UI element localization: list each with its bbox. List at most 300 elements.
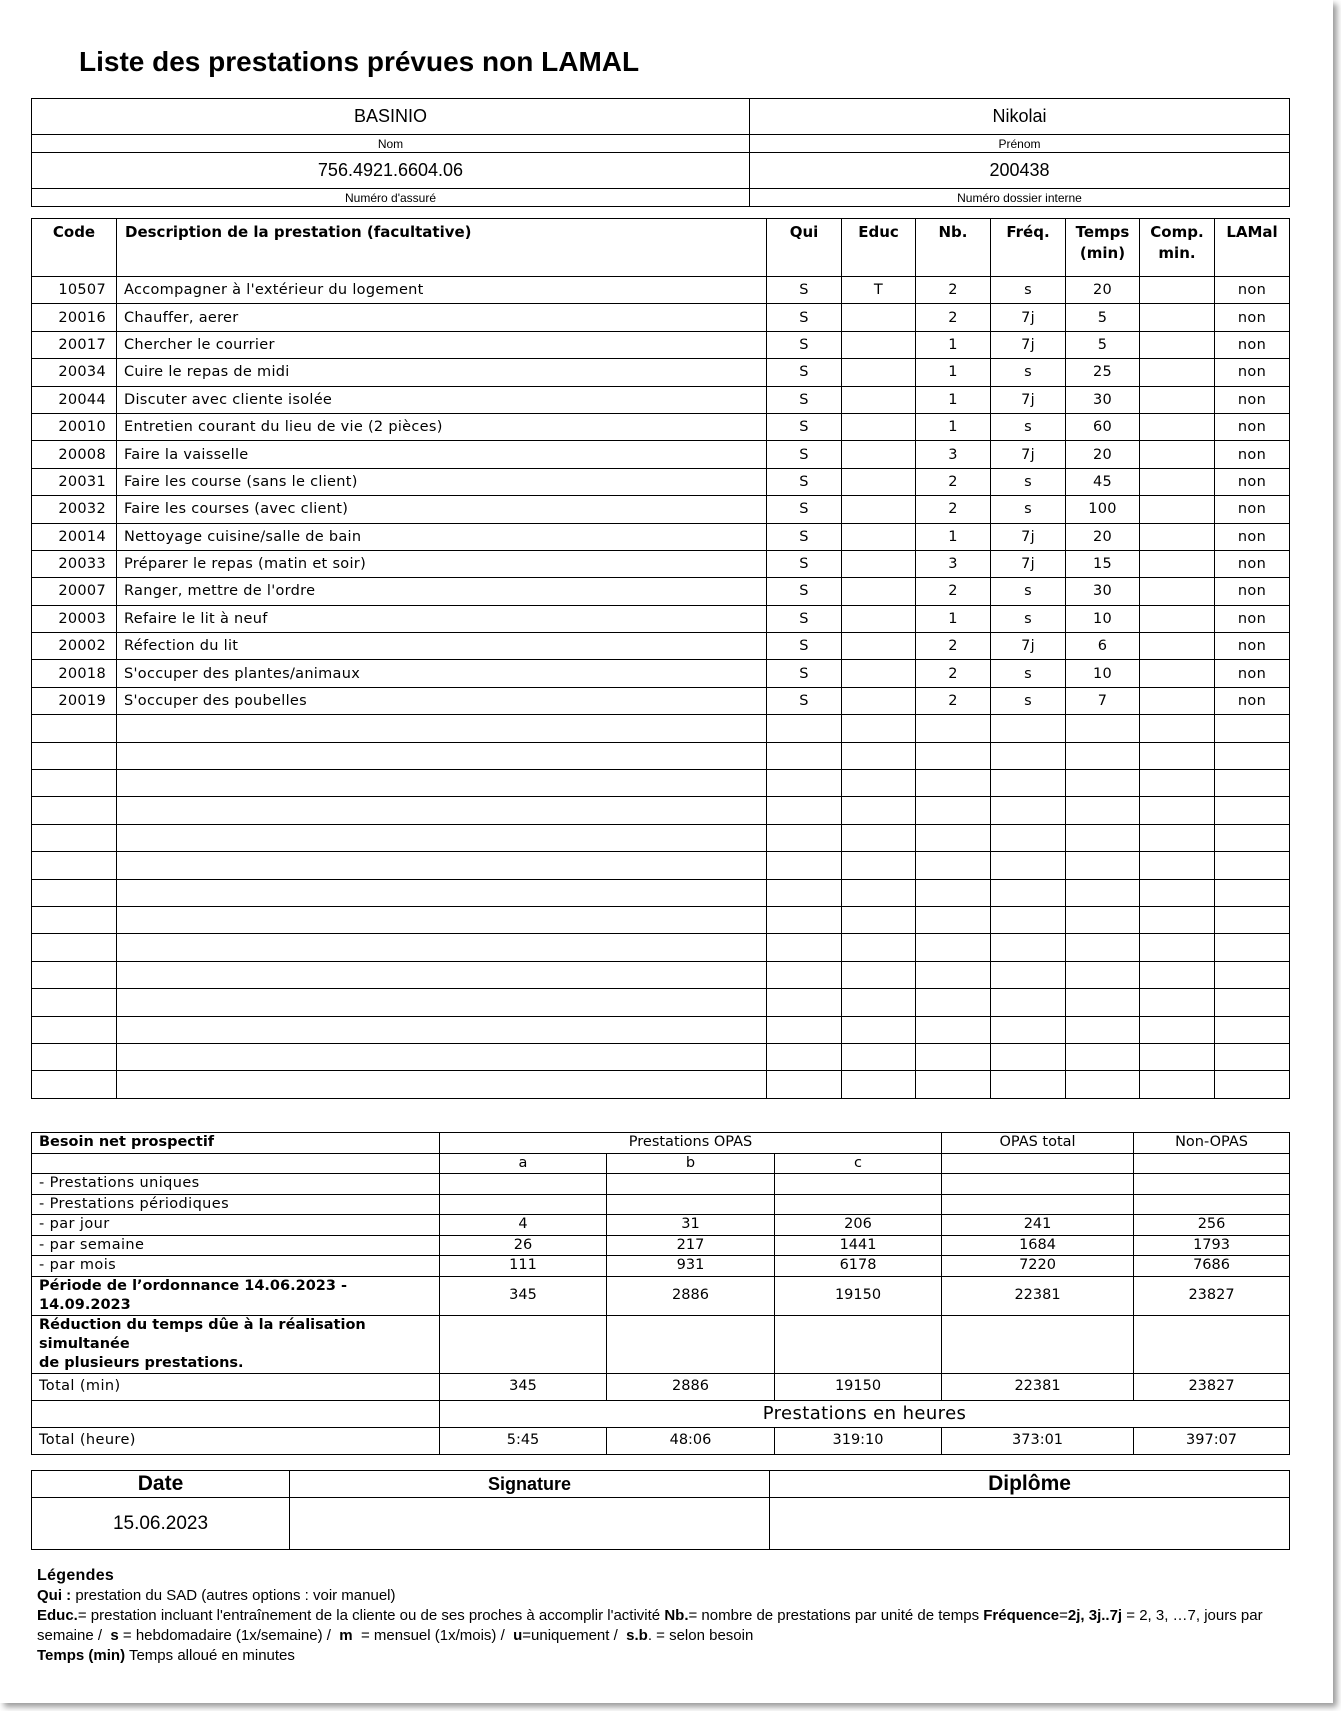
non-opas-label: Non-OPAS xyxy=(1134,1133,1290,1154)
header-comp-line2: min. xyxy=(1158,244,1196,262)
signature-field[interactable] xyxy=(290,1498,770,1550)
cell-freq: 7j xyxy=(991,523,1066,550)
cell-comp xyxy=(1140,879,1215,906)
cell-code xyxy=(32,906,117,933)
reduction-label xyxy=(32,1315,440,1373)
cell-comp xyxy=(1140,687,1215,714)
table-row xyxy=(32,550,1290,577)
empty-table-row xyxy=(32,1043,1290,1070)
cell-freq xyxy=(991,1071,1066,1098)
cell-comp xyxy=(1140,441,1215,468)
cell-comp xyxy=(1140,660,1215,687)
legend-qui-key: Qui : xyxy=(37,1587,72,1604)
cell-nb: 1 xyxy=(916,523,991,550)
cell-qui xyxy=(767,1071,842,1098)
cell-qui: S xyxy=(767,496,842,523)
cell-temps xyxy=(1066,934,1140,961)
cell-code: 20017 xyxy=(32,331,117,358)
header-lamal: LAMal xyxy=(1215,219,1290,277)
table-row xyxy=(32,359,1290,386)
cell-qui xyxy=(767,906,842,933)
cell-educ xyxy=(842,879,916,906)
total-heure-opas-total: 373:01 xyxy=(942,1427,1134,1454)
prestations-heures-label: Prestations en heures xyxy=(440,1400,1290,1427)
legend-temps xyxy=(37,1646,1297,1666)
cell-qui: S xyxy=(767,413,842,440)
cell-comp xyxy=(1140,1071,1215,1098)
cell-educ xyxy=(842,852,916,879)
cell-code: 20018 xyxy=(32,660,117,687)
cell-comp xyxy=(1140,715,1215,742)
cell-nb xyxy=(916,852,991,879)
cell-temps: 45 xyxy=(1066,468,1140,495)
summary-value-non-opas: 23827 xyxy=(1134,1276,1290,1315)
cell-temps: 7 xyxy=(1066,687,1140,714)
cell-nb xyxy=(916,879,991,906)
summary-value-b: 2886 xyxy=(607,1276,775,1315)
cell-qui xyxy=(767,1043,842,1070)
cell-temps: 30 xyxy=(1066,386,1140,413)
cell-code xyxy=(32,1071,117,1098)
empty-cell xyxy=(1134,1153,1290,1174)
cell-temps xyxy=(1066,1016,1140,1043)
cell-lamal: non xyxy=(1215,578,1290,605)
legend-u-text: =uniquement / xyxy=(522,1627,618,1644)
cell-lamal: non xyxy=(1215,633,1290,660)
cell-comp xyxy=(1140,906,1215,933)
table-row xyxy=(32,523,1290,550)
signature-table xyxy=(31,1470,1290,1550)
cell-freq: 7j xyxy=(991,633,1066,660)
cell-comp xyxy=(1140,523,1215,550)
cell-nb: 2 xyxy=(916,304,991,331)
cell-educ xyxy=(842,1071,916,1098)
summary-value-non-opas xyxy=(1134,1194,1290,1215)
cell-lamal xyxy=(1215,989,1290,1016)
cell-freq xyxy=(991,852,1066,879)
cell-description: Préparer le repas (matin et soir) xyxy=(117,550,767,577)
cell-freq xyxy=(991,989,1066,1016)
cell-qui: S xyxy=(767,331,842,358)
cell-freq xyxy=(991,770,1066,797)
summary-value-a: 345 xyxy=(440,1276,607,1315)
legend-educ-key: Educ. xyxy=(37,1607,78,1624)
cell-nb xyxy=(916,742,991,769)
cell-code: 20019 xyxy=(32,687,117,714)
cell-educ xyxy=(842,660,916,687)
cell-qui xyxy=(767,934,842,961)
cell-description: Accompagner à l'extérieur du logement xyxy=(117,277,767,304)
cell-description: Faire la vaisselle xyxy=(117,441,767,468)
cell-qui xyxy=(767,1016,842,1043)
cell-temps: 5 xyxy=(1066,331,1140,358)
cell-nb xyxy=(916,1071,991,1098)
cell-nb: 2 xyxy=(916,496,991,523)
cell-comp xyxy=(1140,413,1215,440)
cell-educ xyxy=(842,742,916,769)
cell-temps xyxy=(1066,1071,1140,1098)
cell-comp xyxy=(1140,989,1215,1016)
total-heure-label: Total (heure) xyxy=(32,1427,440,1454)
cell-comp xyxy=(1140,934,1215,961)
cell-qui: S xyxy=(767,468,842,495)
cell-qui: S xyxy=(767,441,842,468)
legend-freq-eq: = xyxy=(1059,1607,1068,1624)
cell-educ xyxy=(842,961,916,988)
table-row xyxy=(32,660,1290,687)
cell-temps: 60 xyxy=(1066,413,1140,440)
legend-sb-key: s.b xyxy=(626,1627,648,1644)
cell-description: Refaire le lit à neuf xyxy=(117,605,767,632)
empty-table-row xyxy=(32,879,1290,906)
cell-nb: 3 xyxy=(916,550,991,577)
header-code: Code xyxy=(32,219,117,277)
cell-description xyxy=(117,715,767,742)
header-temps-line2: (min) xyxy=(1079,244,1126,262)
prenom-label: Prénom xyxy=(750,135,1290,153)
legend-s-text: = hebdomadaire (1x/semaine) / xyxy=(122,1627,331,1644)
cell-description: Ranger, mettre de l'ordre xyxy=(117,578,767,605)
cell-comp xyxy=(1140,386,1215,413)
cell-lamal xyxy=(1215,961,1290,988)
reduction-label-line2: de plusieurs prestations. xyxy=(39,1354,244,1371)
cell-freq: 7j xyxy=(991,304,1066,331)
identity-table xyxy=(31,98,1290,207)
cell-temps xyxy=(1066,879,1140,906)
cell-qui: S xyxy=(767,359,842,386)
cell-freq xyxy=(991,715,1066,742)
cell-comp xyxy=(1140,605,1215,632)
cell-educ xyxy=(842,687,916,714)
summary-row xyxy=(32,1235,1290,1256)
cell-code: 20003 xyxy=(32,605,117,632)
cell-qui: S xyxy=(767,660,842,687)
legend-section xyxy=(37,1566,1297,1666)
cell-code: 20014 xyxy=(32,523,117,550)
cell-educ xyxy=(842,304,916,331)
cell-freq xyxy=(991,906,1066,933)
summary-value-a xyxy=(440,1194,607,1215)
cell-comp xyxy=(1140,824,1215,851)
cell-qui: S xyxy=(767,578,842,605)
summary-row-label: - par semaine xyxy=(32,1235,440,1256)
cell-temps xyxy=(1066,852,1140,879)
cell-description xyxy=(117,906,767,933)
legend-temps-key: Temps (min) xyxy=(37,1647,126,1664)
summary-value-b: 931 xyxy=(607,1256,775,1277)
cell-educ xyxy=(842,468,916,495)
legend-temps-text: Temps alloué en minutes xyxy=(128,1647,295,1664)
cell-temps: 20 xyxy=(1066,441,1140,468)
table-row xyxy=(32,413,1290,440)
cell-nb: 2 xyxy=(916,660,991,687)
cell-comp xyxy=(1140,304,1215,331)
cell-freq xyxy=(991,1016,1066,1043)
summary-row xyxy=(32,1194,1290,1215)
cell-qui: S xyxy=(767,386,842,413)
cell-lamal: non xyxy=(1215,331,1290,358)
summary-value-opas-total: 1684 xyxy=(942,1235,1134,1256)
cell-educ xyxy=(842,578,916,605)
empty-table-row xyxy=(32,742,1290,769)
cell-nb: 2 xyxy=(916,277,991,304)
summary-value-opas-total xyxy=(942,1194,1134,1215)
cell-comp xyxy=(1140,277,1215,304)
cell-temps: 30 xyxy=(1066,578,1140,605)
cell-code xyxy=(32,715,117,742)
cell-lamal xyxy=(1215,1043,1290,1070)
cell-freq: s xyxy=(991,413,1066,440)
cell-description xyxy=(117,742,767,769)
total-heure-a: 5:45 xyxy=(440,1427,607,1454)
table-row xyxy=(32,277,1290,304)
cell-lamal xyxy=(1215,934,1290,961)
total-min-opas-total: 22381 xyxy=(942,1373,1134,1400)
cell-temps xyxy=(1066,961,1140,988)
cell-lamal xyxy=(1215,797,1290,824)
cell-freq: s xyxy=(991,605,1066,632)
cell-lamal: non xyxy=(1215,359,1290,386)
cell-lamal: non xyxy=(1215,605,1290,632)
header-description: Description de la prestation (facultative) xyxy=(117,219,767,277)
empty-cell xyxy=(607,1315,775,1373)
legend-s-key: s xyxy=(110,1627,119,1644)
empty-table-row xyxy=(32,715,1290,742)
empty-cell xyxy=(32,1400,440,1427)
empty-cell xyxy=(942,1153,1134,1174)
cell-lamal xyxy=(1215,770,1290,797)
cell-nb xyxy=(916,770,991,797)
table-row xyxy=(32,605,1290,632)
cell-educ xyxy=(842,331,916,358)
cell-nb xyxy=(916,934,991,961)
cell-educ: T xyxy=(842,277,916,304)
opas-label: Prestations OPAS xyxy=(440,1133,942,1154)
cell-description xyxy=(117,1071,767,1098)
cell-qui xyxy=(767,961,842,988)
col-a-label: a xyxy=(440,1153,607,1174)
legend-nb-text: = nombre de prestations par unité de temps xyxy=(688,1607,980,1624)
total-min-c: 19150 xyxy=(775,1373,942,1400)
cell-nb: 1 xyxy=(916,359,991,386)
cell-comp xyxy=(1140,468,1215,495)
cell-qui xyxy=(767,879,842,906)
summary-value-c: 206 xyxy=(775,1215,942,1236)
total-min-non-opas: 23827 xyxy=(1134,1373,1290,1400)
summary-row-label: - par mois xyxy=(32,1256,440,1277)
summary-row xyxy=(32,1174,1290,1195)
cell-qui: S xyxy=(767,523,842,550)
cell-educ xyxy=(842,989,916,1016)
cell-comp xyxy=(1140,550,1215,577)
opas-total-label: OPAS total xyxy=(942,1133,1134,1154)
cell-qui: S xyxy=(767,605,842,632)
cell-qui xyxy=(767,989,842,1016)
summary-value-b: 217 xyxy=(607,1235,775,1256)
page-title: Liste des prestations prévues non LAMAL xyxy=(79,46,640,77)
cell-code xyxy=(32,742,117,769)
cell-educ xyxy=(842,413,916,440)
header-educ: Educ xyxy=(842,219,916,277)
cell-description xyxy=(117,852,767,879)
cell-freq xyxy=(991,1043,1066,1070)
cell-code: 20033 xyxy=(32,550,117,577)
legend-educ-text: = prestation incluant l'entraînement de la cliente ou de ses proches à accomplir l'activité xyxy=(77,1607,661,1624)
cell-code xyxy=(32,934,117,961)
table-row xyxy=(32,304,1290,331)
summary-value-a: 26 xyxy=(440,1235,607,1256)
diplome-field[interactable] xyxy=(770,1498,1290,1550)
cell-freq xyxy=(991,742,1066,769)
cell-temps xyxy=(1066,770,1140,797)
cell-code xyxy=(32,824,117,851)
cell-description: S'occuper des poubelles xyxy=(117,687,767,714)
cell-lamal xyxy=(1215,1071,1290,1098)
empty-table-row xyxy=(32,934,1290,961)
legend-m-text: = mensuel (1x/mois) / xyxy=(360,1627,505,1644)
cell-temps xyxy=(1066,906,1140,933)
cell-nb: 3 xyxy=(916,441,991,468)
cell-description xyxy=(117,989,767,1016)
diplome-label: Diplôme xyxy=(770,1471,1290,1498)
cell-lamal: non xyxy=(1215,687,1290,714)
cell-comp xyxy=(1140,797,1215,824)
cell-nb xyxy=(916,715,991,742)
cell-temps xyxy=(1066,797,1140,824)
cell-nb xyxy=(916,824,991,851)
cell-qui: S xyxy=(767,633,842,660)
cell-lamal: non xyxy=(1215,441,1290,468)
summary-value-non-opas: 1793 xyxy=(1134,1235,1290,1256)
reduction-label-line1: Réduction du temps dûe à la réalisation simultanée xyxy=(39,1316,366,1352)
summary-value-non-opas: 7686 xyxy=(1134,1256,1290,1277)
summary-value-a: 111 xyxy=(440,1256,607,1277)
cell-educ xyxy=(842,824,916,851)
cell-freq xyxy=(991,961,1066,988)
cell-educ xyxy=(842,797,916,824)
cell-freq: s xyxy=(991,496,1066,523)
summary-row xyxy=(32,1256,1290,1277)
cell-temps: 25 xyxy=(1066,359,1140,386)
cell-temps xyxy=(1066,742,1140,769)
summary-value-opas-total: 241 xyxy=(942,1215,1134,1236)
empty-table-row xyxy=(32,824,1290,851)
legend-freq-key: Fréquence xyxy=(983,1607,1060,1624)
cell-lamal xyxy=(1215,1016,1290,1043)
summary-value-c xyxy=(775,1174,942,1195)
cell-freq: s xyxy=(991,687,1066,714)
summary-value-non-opas: 256 xyxy=(1134,1215,1290,1236)
cell-freq xyxy=(991,879,1066,906)
cell-code xyxy=(32,989,117,1016)
numero-assure-value: 756.4921.6604.06 xyxy=(32,153,750,189)
cell-educ xyxy=(842,523,916,550)
cell-lamal: non xyxy=(1215,304,1290,331)
cell-lamal: non xyxy=(1215,550,1290,577)
cell-freq xyxy=(991,797,1066,824)
cell-educ xyxy=(842,550,916,577)
cell-nb: 2 xyxy=(916,633,991,660)
cell-educ xyxy=(842,906,916,933)
cell-temps: 20 xyxy=(1066,277,1140,304)
cell-description xyxy=(117,797,767,824)
cell-code: 20016 xyxy=(32,304,117,331)
cell-comp xyxy=(1140,770,1215,797)
table-row xyxy=(32,496,1290,523)
cell-description: Faire les course (sans le client) xyxy=(117,468,767,495)
summary-row-label: Période de l’ordonnance 14.06.2023 - 14.09.2023 xyxy=(32,1276,440,1315)
nom-value: BASINIO xyxy=(32,99,750,135)
cell-qui xyxy=(767,824,842,851)
cell-nb xyxy=(916,1016,991,1043)
cell-educ xyxy=(842,496,916,523)
legend-sb-text: . = selon besoin xyxy=(647,1627,754,1644)
cell-description xyxy=(117,1016,767,1043)
cell-description xyxy=(117,934,767,961)
cell-freq: 7j xyxy=(991,550,1066,577)
cell-educ xyxy=(842,770,916,797)
cell-educ xyxy=(842,1016,916,1043)
cell-qui xyxy=(767,770,842,797)
cell-temps xyxy=(1066,1043,1140,1070)
cell-educ xyxy=(842,386,916,413)
cell-description xyxy=(117,961,767,988)
legend-qui xyxy=(37,1586,1297,1606)
summary-row xyxy=(32,1215,1290,1236)
summary-value-b xyxy=(607,1194,775,1215)
cell-freq: 7j xyxy=(991,386,1066,413)
summary-value-c: 1441 xyxy=(775,1235,942,1256)
cell-code xyxy=(32,852,117,879)
cell-description: Discuter avec cliente isolée xyxy=(117,386,767,413)
dossier-value: 200438 xyxy=(750,153,1290,189)
cell-temps xyxy=(1066,989,1140,1016)
empty-table-row xyxy=(32,797,1290,824)
cell-nb xyxy=(916,989,991,1016)
cell-temps: 100 xyxy=(1066,496,1140,523)
date-value: 15.06.2023 xyxy=(32,1498,290,1550)
cell-code xyxy=(32,1016,117,1043)
header-freq: Fréq. xyxy=(991,219,1066,277)
cell-qui xyxy=(767,852,842,879)
cell-description: S'occuper des plantes/animaux xyxy=(117,660,767,687)
cell-code: 20034 xyxy=(32,359,117,386)
cell-qui: S xyxy=(767,277,842,304)
legend-freq-text: = 2, 3, …7, jours par semaine / xyxy=(37,1607,1263,1644)
summary-row-label: - Prestations périodiques xyxy=(32,1194,440,1215)
total-min-a: 345 xyxy=(440,1373,607,1400)
cell-qui xyxy=(767,797,842,824)
summary-row-label: - Prestations uniques xyxy=(32,1174,440,1195)
cell-educ xyxy=(842,605,916,632)
cell-nb: 2 xyxy=(916,687,991,714)
cell-temps: 10 xyxy=(1066,660,1140,687)
cell-nb xyxy=(916,1043,991,1070)
cell-code xyxy=(32,1043,117,1070)
cell-lamal: non xyxy=(1215,523,1290,550)
summary-rows xyxy=(32,1174,1290,1316)
table-row xyxy=(32,633,1290,660)
total-min-b: 2886 xyxy=(607,1373,775,1400)
cell-nb xyxy=(916,961,991,988)
cell-nb: 1 xyxy=(916,605,991,632)
cell-description: Nettoyage cuisine/salle de bain xyxy=(117,523,767,550)
cell-code: 20008 xyxy=(32,441,117,468)
cell-freq xyxy=(991,934,1066,961)
table-header-row xyxy=(32,219,1290,277)
total-min-label: Total (min) xyxy=(32,1373,440,1400)
summary-value-b: 31 xyxy=(607,1215,775,1236)
